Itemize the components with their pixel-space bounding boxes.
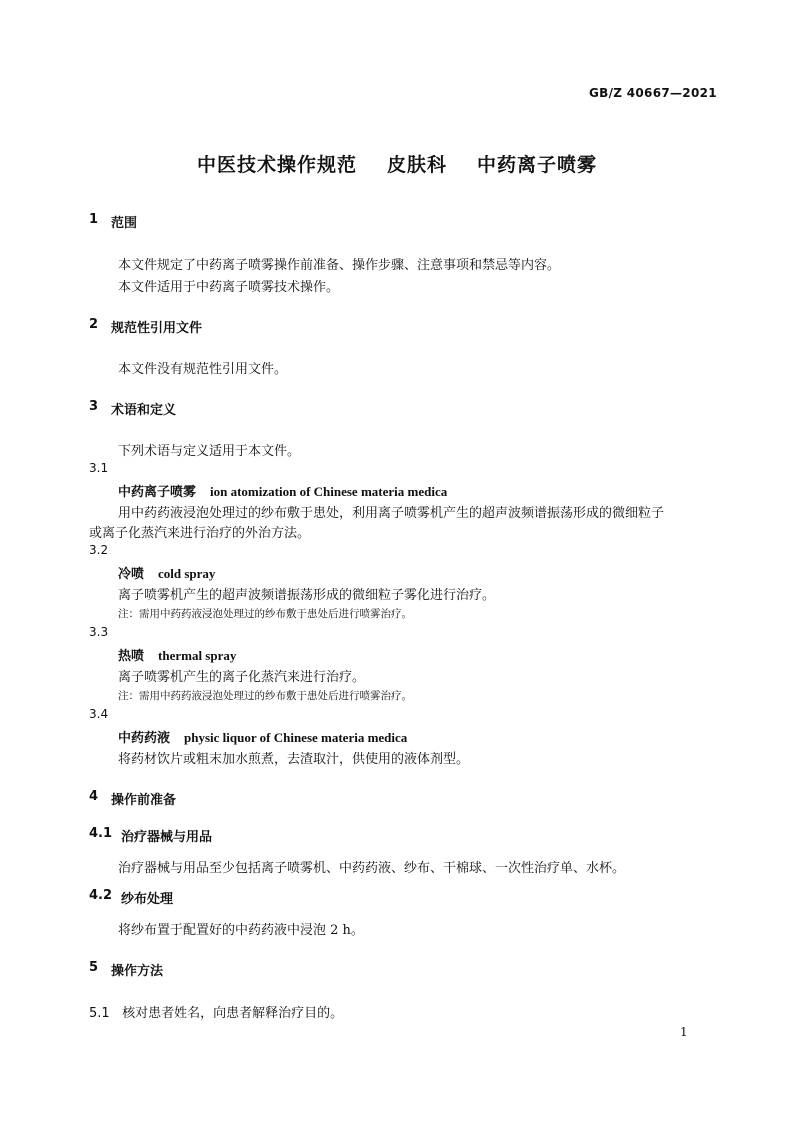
term-3-3 <box>118 645 236 664</box>
term-3-1-definition-line-2: 或离子化蒸汽来进行治疗的外治方法。 <box>89 526 311 541</box>
step-text: 核对患者姓名，向患者解释治疗目的。 <box>122 1006 344 1021</box>
term-3-2 <box>118 563 215 582</box>
term-3-3-note: 注：需用中药药液浸泡处理过的纱布敷于患处后进行喷雾治疗。 <box>118 690 412 702</box>
section-title: 规范性引用文件 <box>111 321 203 336</box>
section-number: 1 <box>89 212 99 227</box>
term-3-2-number: 3.2 <box>89 543 109 557</box>
section-1-para-1: 本文件规定了中药离子喷雾操作前准备、操作步骤、注意事项和禁忌等内容。 <box>118 258 561 273</box>
section-number: 2 <box>89 317 99 332</box>
standard-code: GB/Z 40667—2021 <box>589 86 717 100</box>
term-3-2-note: 注：需用中药药液浸泡处理过的纱布敷于患处后进行喷雾治疗。 <box>118 608 412 620</box>
title-part-2: 皮肤科 <box>386 154 447 176</box>
subsection-4-1-para: 治疗器械与用品至少包括离子喷雾机、中药药液、纱布、干棉球、一次性治疗单、水杯。 <box>118 861 626 876</box>
term-english: ion atomization of Chinese materia medica <box>210 484 448 499</box>
section-1-para-2: 本文件适用于中药离子喷雾技术操作。 <box>118 280 340 295</box>
term-3-3-definition: 离子喷雾机产生的离子化蒸汽来进行治疗。 <box>118 670 366 685</box>
term-english: physic liquor of Chinese materia medica <box>184 730 408 745</box>
term-english: cold spray <box>158 566 216 581</box>
title-part-1: 中医技术操作规范 <box>196 154 357 176</box>
term-chinese: 冷喷 <box>118 567 145 582</box>
term-3-1 <box>118 481 447 500</box>
section-number: 3 <box>89 399 99 414</box>
title-part-3: 中药离子喷雾 <box>477 154 598 176</box>
section-title: 范围 <box>111 216 138 231</box>
subsection-title: 纱布处理 <box>121 892 174 907</box>
subsection-4-2-heading <box>89 888 174 907</box>
term-3-3-number: 3.3 <box>89 625 109 639</box>
step-5-1 <box>89 1002 343 1021</box>
term-english: thermal spray <box>158 648 237 663</box>
section-title: 术语和定义 <box>111 403 177 418</box>
term-3-4-number: 3.4 <box>89 707 109 721</box>
step-number: 5.1 <box>89 1006 110 1021</box>
subsection-title: 治疗器械与用品 <box>121 830 213 845</box>
term-3-4 <box>118 727 407 746</box>
term-3-2-definition: 离子喷雾机产生的超声波频谱振荡形成的微细粒子雾化进行治疗。 <box>118 588 496 603</box>
term-chinese: 中药离子喷雾 <box>118 485 197 500</box>
document-title <box>0 150 794 177</box>
term-chinese: 热喷 <box>118 649 145 664</box>
section-3-para-1: 下列术语与定义适用于本文件。 <box>118 444 301 459</box>
subsection-4-1-heading <box>89 826 213 845</box>
subsection-number: 4.1 <box>89 826 113 841</box>
subsection-number: 4.2 <box>89 888 113 903</box>
term-3-1-number: 3.1 <box>89 461 109 475</box>
term-3-1-definition-line-1: 用中药药液浸泡处理过的纱布敷于患处，利用离子喷雾机产生的超声波频谱振荡形成的微细粒子 <box>118 506 665 521</box>
section-title: 操作前准备 <box>111 793 177 808</box>
term-chinese: 中药药液 <box>118 731 171 746</box>
section-number: 5 <box>89 960 99 975</box>
subsection-4-2-para: 将纱布置于配置好的中药药液中浸泡 2 h。 <box>118 923 364 938</box>
term-3-4-definition: 将药材饮片或粗末加水煎煮，去渣取汁，供使用的液体剂型。 <box>118 752 470 767</box>
section-number: 4 <box>89 789 99 804</box>
page-number: 1 <box>680 1025 688 1039</box>
section-title: 操作方法 <box>111 964 164 979</box>
section-2-para-1: 本文件没有规范性引用文件。 <box>118 362 288 377</box>
